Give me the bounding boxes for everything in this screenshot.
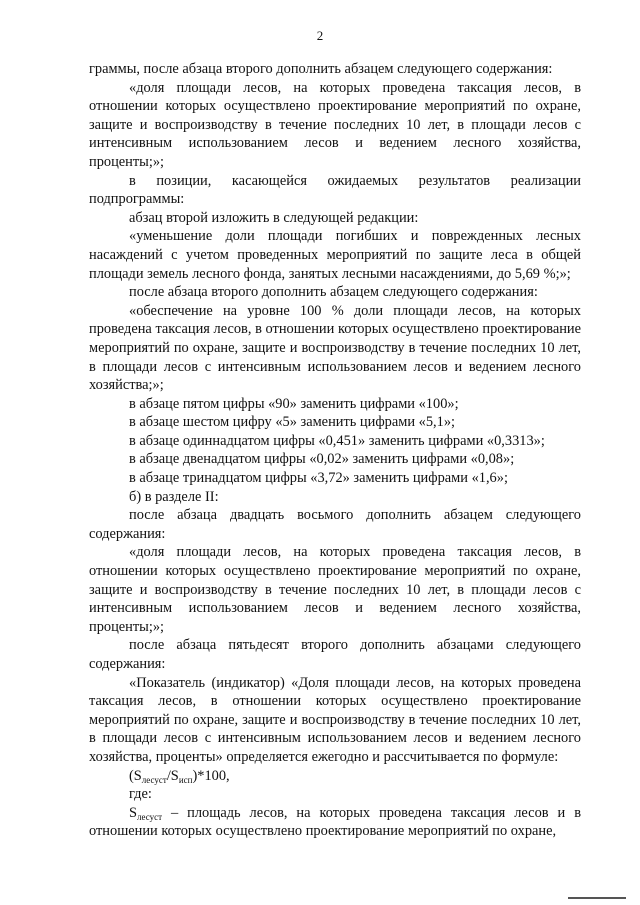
paragraph: б) в разделе II: bbox=[129, 488, 219, 505]
paragraph: граммы, после абзаца второго дополнить абзацем следующего содержания: bbox=[89, 61, 553, 77]
paragraph: после абзаца второго дополнить абзацем следующего содержания: bbox=[129, 284, 538, 301]
definition-paragraph bbox=[89, 804, 581, 841]
paragraph: «уменьшение доли площади погибших и поврежденных лесных насаждений с учетом проведенных мероприятий по защите леса в общей площади земель лесного фонда, занятых лесными насаждениями, до 5,69 %;»; bbox=[89, 228, 581, 282]
formula-divider: /S bbox=[166, 767, 179, 784]
where-label: где: bbox=[129, 786, 152, 803]
paragraph: «обеспечение на уровне 100 % доли площади лесов, на которых проведена таксация лесов, в отношении которых осуществлено проектирование мероприятий по охране, защите и воспроизводству в течение последних 10 лет, в площади лесов с интенсивным использованием лесов и ведением лесного хозяйства;»; bbox=[89, 302, 581, 394]
paragraph: «Показатель (индикатор) «Доля площади лесов, на которых проведена таксация лесов, в отношении которых осуществлено проектирование мероприятий по охране, защите и воспроизводству в течение последних 10 лет, в площади лесов с интенсивным использованием лесов и ведением лесного хозяйства, проценты» определяется ежегодно и рассчитывается по формуле: bbox=[89, 674, 581, 765]
formula-close: )*100, bbox=[192, 767, 230, 784]
paragraph: после абзаца двадцать восьмого дополнить абзацем следующего содержания: bbox=[89, 507, 581, 542]
document-body bbox=[89, 60, 581, 841]
paragraph: в позиции, касающейся ожидаемых результатов реализации подпрограммы: bbox=[89, 172, 581, 208]
paragraph: в абзаце шестом цифру «5» заменить цифрами «5,1»; bbox=[129, 414, 456, 431]
paragraph: после абзаца пятьдесят второго дополнить абзацами следующего содержания: bbox=[89, 637, 581, 672]
footer-scan-mark bbox=[568, 897, 626, 899]
paragraph: абзац второй изложить в следующей редакции: bbox=[129, 209, 419, 226]
paragraph: в абзаце одиннадцатом цифры «0,451» заменить цифрами «0,3313»; bbox=[129, 432, 545, 449]
paragraph: в абзаце тринадцатом цифры «3,72» заменить цифрами «1,6»; bbox=[129, 470, 508, 487]
paragraph: «доля площади лесов, на которых проведена таксация лесов, в отношении которых осуществлено проектирование мероприятий по охране, защите и воспроизводству в течение последних 10 лет, в площади лесов с интенсивным использованием лесов и ведением лесного хозяйства, проценты;»; bbox=[89, 79, 581, 170]
formula bbox=[89, 767, 581, 786]
formula-subscript: лесуст bbox=[141, 774, 167, 785]
definition-subscript: лесуст bbox=[137, 811, 163, 822]
formula-open: (S bbox=[129, 767, 142, 784]
formula-subscript: исп bbox=[178, 774, 193, 785]
definition-symbol: S bbox=[129, 804, 138, 821]
definition-text: – площадь лесов, на которых проведена таксация лесов и в отношении которых осуществлено проектирование мероприятий по охране, bbox=[89, 804, 581, 840]
paragraph: в абзаце пятом цифры «90» заменить цифрами «100»; bbox=[129, 395, 459, 412]
paragraph: в абзаце двенадцатом цифры «0,02» заменить цифрами «0,08»; bbox=[129, 451, 515, 468]
paragraph: «доля площади лесов, на которых проведена таксация лесов, в отношении которых осуществлено проектирование мероприятий по охране, защите и воспроизводству в течение последних 10 лет, в площади лесов с интенсивным использованием лесов и ведением лесного хозяйства, проценты;»; bbox=[89, 544, 581, 635]
page-number: 2 bbox=[316, 28, 324, 43]
